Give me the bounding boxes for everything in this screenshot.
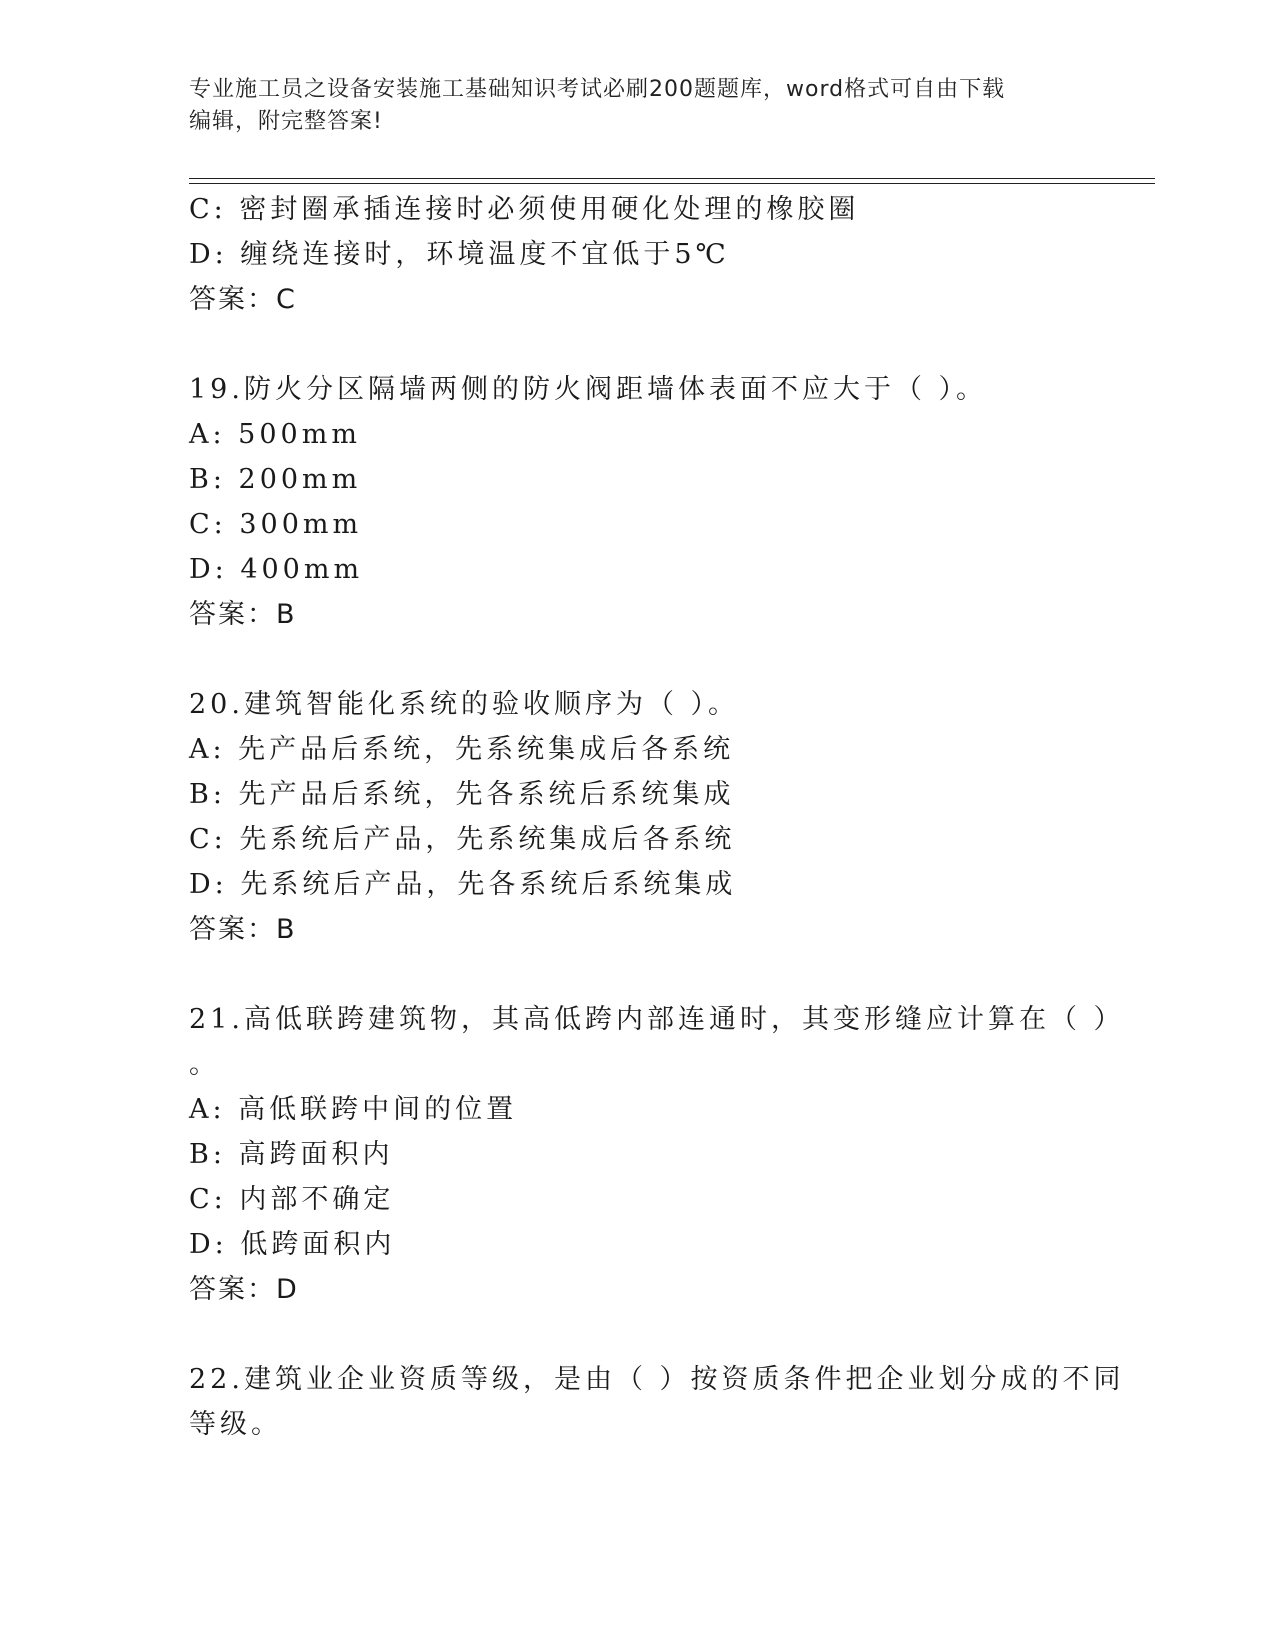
option-a-q20: A: 先产品后系统，先系统集成后各系统 <box>189 734 735 765</box>
header-line-1: 专业施工员之设备安装施工基础知识考试必刷200题题库，word格式可自由下载 <box>189 77 1006 102</box>
answer-q20: 答案：B <box>189 914 297 945</box>
question-20: 20.建筑智能化系统的验收顺序为（ ）。 <box>189 689 740 720</box>
answer-q19: 答案：B <box>189 599 297 630</box>
option-a-q21: A: 高低联跨中间的位置 <box>189 1094 518 1125</box>
option-b-q20: B: 先产品后系统，先各系统后系统集成 <box>189 779 735 810</box>
option-a-q19: A: 500mm <box>189 419 361 450</box>
option-d-q20: D: 先系统后产品，先各系统后系统集成 <box>189 869 737 900</box>
header-divider-bottom <box>189 183 1155 184</box>
option-c-q20: C: 先系统后产品，先系统集成后各系统 <box>189 824 736 855</box>
document-header <box>189 74 1069 138</box>
option-d-q19: D: 400mm <box>189 554 364 585</box>
option-d-q18: D: 缠绕连接时，环境温度不宜低于5℃ <box>189 239 730 270</box>
question-22: 22.建筑业企业资质等级，是由（ ）按资质条件把企业划分成的不同 <box>189 1364 1125 1395</box>
option-d-q21: D: 低跨面积内 <box>189 1229 396 1260</box>
header-line-2: 编辑，附完整答案! <box>189 109 383 134</box>
option-c-q21: C: 内部不确定 <box>189 1184 395 1215</box>
question-21-continuation: 。 <box>189 1049 220 1080</box>
question-21: 21.高低联跨建筑物，其高低跨内部连通时，其变形缝应计算在（ ） <box>189 1004 1125 1035</box>
question-22-continuation: 等级。 <box>189 1409 282 1440</box>
question-19: 19.防火分区隔墙两侧的防火阀距墙体表面不应大于（ ）。 <box>189 374 988 405</box>
option-c-q18: C: 密封圈承插连接时必须使用硬化处理的橡胶圈 <box>189 194 860 225</box>
option-b-q21: B: 高跨面积内 <box>189 1139 394 1170</box>
header-divider-top <box>189 178 1155 179</box>
answer-q21: 答案：D <box>189 1274 299 1305</box>
answer-q18: 答案：C <box>189 284 297 315</box>
option-b-q19: B: 200mm <box>189 464 362 495</box>
option-c-q19: C: 300mm <box>189 509 363 540</box>
